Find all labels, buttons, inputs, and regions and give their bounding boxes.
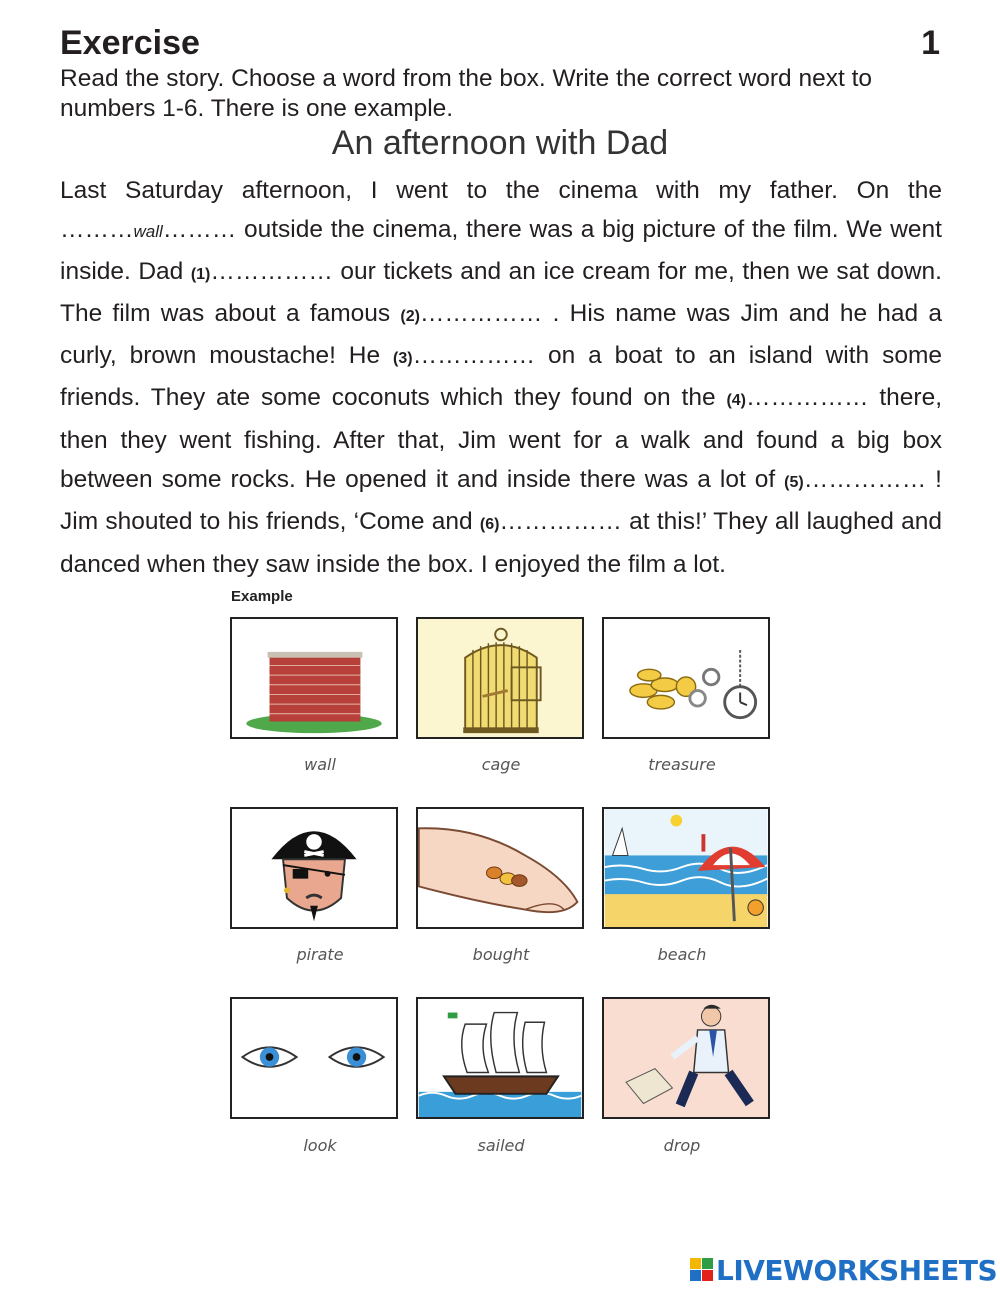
logo-square-red	[702, 1270, 713, 1281]
answer-gap-2[interactable]: (2)……………	[400, 299, 543, 327]
story-part-2: our tickets and an ice cream for me, then we sat down. The film was about a famous	[60, 257, 942, 327]
sailed-picture	[416, 997, 584, 1119]
answer-gap-3[interactable]: (3)……………	[393, 342, 536, 370]
logo-square-yellow	[690, 1258, 701, 1269]
answer-gap-4[interactable]: (4)……………	[726, 384, 869, 412]
wall-picture	[230, 617, 398, 739]
logo-mark-icon	[690, 1258, 714, 1282]
example-label: Example	[231, 588, 293, 605]
answer-gap-6[interactable]: (6)……………	[479, 508, 622, 536]
logo-square-blue	[690, 1270, 701, 1281]
caption-pirate: pirate	[296, 945, 344, 964]
story-part-1: outside the cinema, there was a big picture of the film. We went inside. Dad	[60, 216, 942, 285]
answer-gap-5[interactable]: (5)……………	[784, 466, 927, 494]
caption-drop: drop	[663, 1136, 701, 1155]
story-part-6: ! Jim shouted to his friends, ‘Come and	[60, 466, 942, 536]
cage-picture	[416, 617, 584, 739]
caption-treasure: treasure	[648, 755, 716, 774]
story-part-7: at this!’ They all laughed and danced when they saw inside the box. I enjoyed the film a lot.	[60, 508, 942, 578]
treasure-picture	[602, 617, 770, 739]
example-gap: ………wall………	[60, 216, 237, 244]
caption-sailed: sailed	[477, 1136, 525, 1155]
beach-picture	[602, 807, 770, 929]
caption-bought: bought	[472, 945, 530, 964]
story-part-3: . His name was Jim and he had a curly, brown moustache! He	[60, 299, 942, 370]
instructions: Read the story. Choose a word from the box. Write the correct word next to numbers 1-6. There is one example.	[60, 65, 873, 122]
caption-look: look	[303, 1136, 337, 1155]
caption-cage: cage	[481, 755, 521, 774]
story-part-5: there, then they went fishing. After that, Jim went for a walk and found a big box between some rocks. He opened it and inside there was a lot of	[60, 384, 942, 494]
story-part-0: Last Saturday afternoon, I went to the cinema with my father. On the	[60, 177, 942, 204]
bought-picture	[416, 807, 584, 929]
logo-text: LIVEWORKSHEETS	[716, 1253, 998, 1287]
caption-wall: wall	[304, 755, 336, 774]
drop-picture	[602, 997, 770, 1119]
liveworksheets-logo	[690, 1253, 997, 1287]
story-part-4: on a boat to an island with some friends. They ate some coconuts which they found on the	[60, 342, 942, 412]
example-answer: wall	[133, 222, 163, 242]
caption-beach: beach	[657, 945, 707, 964]
answer-gap-1[interactable]: (1)……………	[190, 257, 333, 285]
story-text	[60, 171, 942, 584]
exercise-number: 1	[921, 24, 940, 62]
exercise-header	[60, 24, 940, 64]
logo-square-green	[702, 1258, 713, 1269]
exercise-title: Exercise	[60, 24, 200, 62]
story-title: An afternoon with Dad	[331, 124, 669, 162]
pirate-picture	[230, 807, 398, 929]
look-picture	[230, 997, 398, 1119]
